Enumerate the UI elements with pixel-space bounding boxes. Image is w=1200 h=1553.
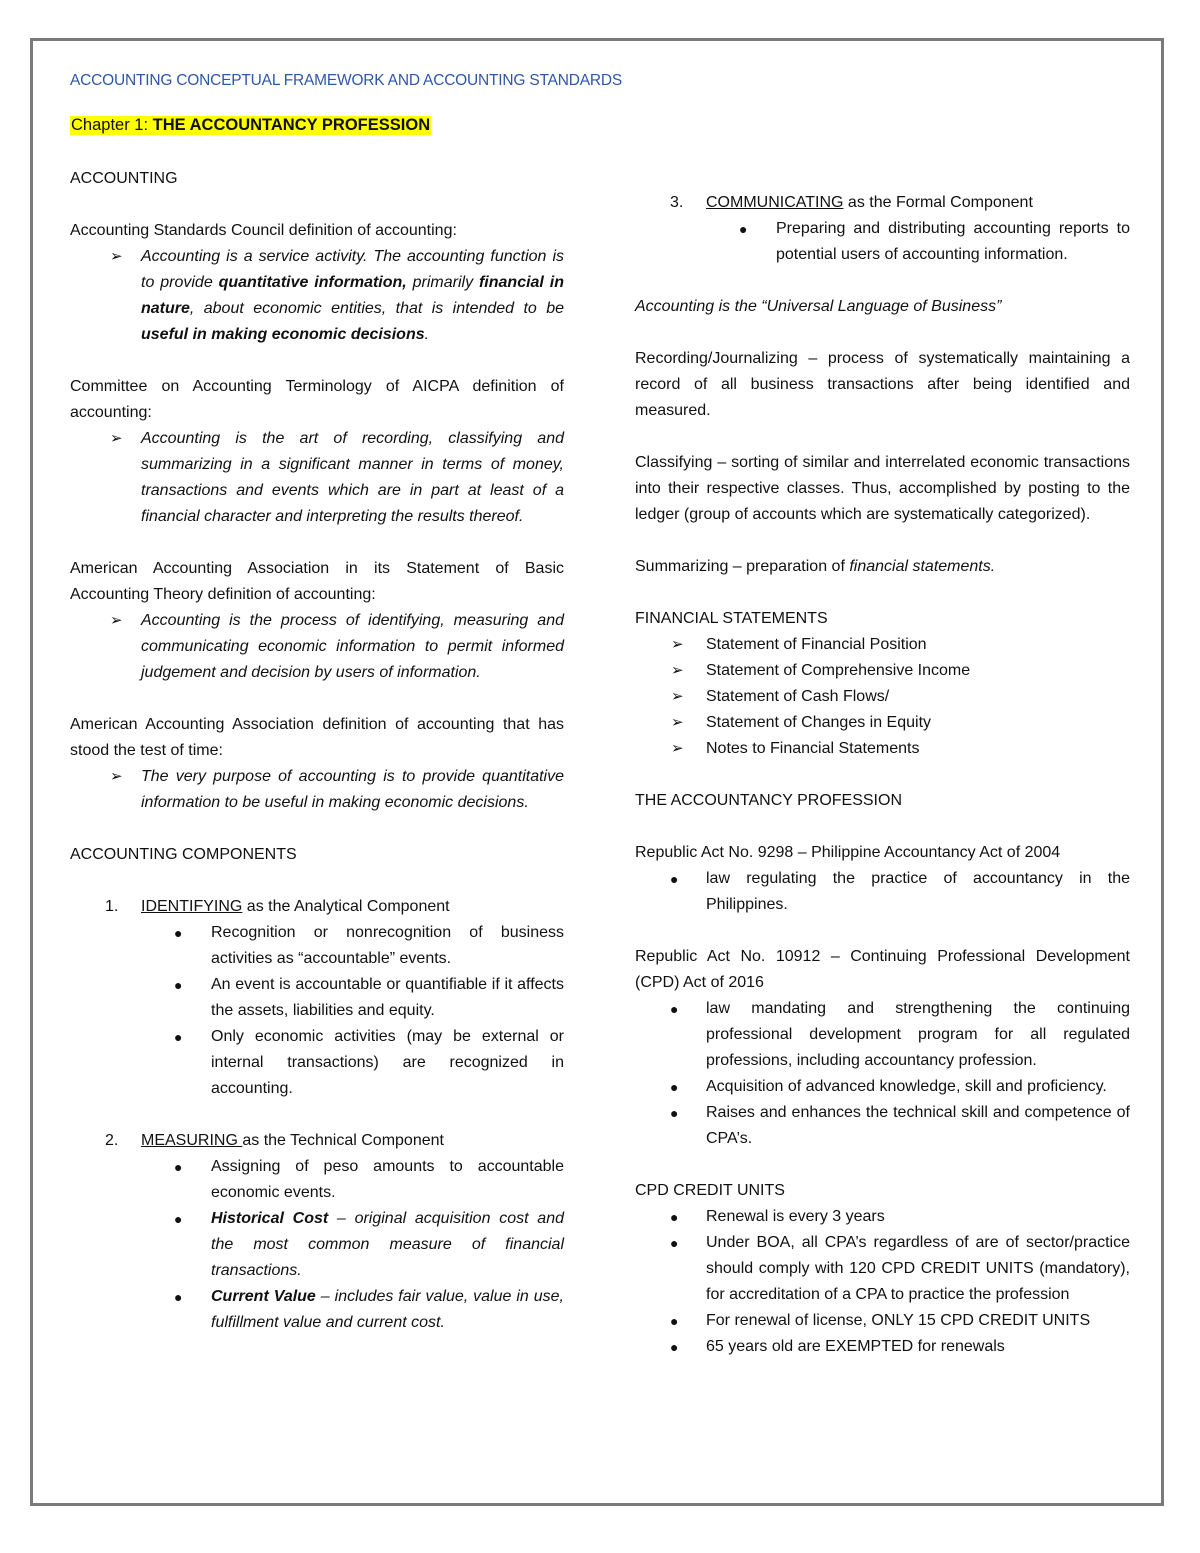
list-item: ● Current Value – includes fair value, value in use, fulfillment value and current cost. (70, 1284, 564, 1336)
list-item: ● 65 years old are EXEMPTED for renewals (635, 1334, 1130, 1360)
bullet-icon: ● (174, 1029, 183, 1045)
section-heading-cpd: CPD CREDIT UNITS (635, 1182, 785, 1199)
list-item: ➢ Statement of Changes in Equity (635, 710, 1130, 736)
ra10912-heading: Republic Act No. 10912 – Continuing Professional Development (CPD) Act of 2016 (635, 948, 1130, 991)
component-keyword: COMMUNICATING (706, 194, 844, 211)
asc-definition-heading: Accounting Standards Council definition of accounting: (70, 222, 457, 239)
asc-definition: ➢ Accounting is a service activity. The accounting function is to provide quantitative information, primarily financial in nature, about economic entities, that is intended to be useful in making economic decisions. (70, 244, 564, 348)
component-identifying: 1. IDENTIFYING as the Analytical Component (105, 898, 450, 915)
section-heading-accounting: ACCOUNTING (70, 170, 178, 187)
aaa-time-definition-heading: American Accounting Association definition of accounting that has stood the test of time: (70, 716, 564, 759)
arrow-bullet-icon: ➢ (671, 740, 684, 757)
bullet-icon: ● (670, 1313, 679, 1329)
list-item: ➢ Statement of Comprehensive Income (635, 658, 1130, 684)
classifying-definition: Classifying – sorting of similar and interrelated economic transactions into their respective classes. Thus, accomplished by posting to the ledger (group of accounts which are systematically categorized). (635, 454, 1130, 523)
aicpa-definition-heading: Committee on Accounting Terminology of AICPA definition of accounting: (70, 378, 564, 421)
universal-language-statement: Accounting is the “Universal Language of Business” (635, 298, 1002, 315)
bullet-icon: ● (670, 1079, 679, 1095)
chapter-heading (70, 116, 431, 135)
arrow-bullet-icon: ➢ (110, 768, 123, 785)
bullet-icon: ● (174, 1159, 183, 1175)
bullet-icon: ● (174, 925, 183, 941)
summarizing-definition: Summarizing – preparation of financial statements. (635, 558, 996, 575)
arrow-bullet-icon: ➢ (110, 248, 123, 265)
recording-definition: Recording/Journalizing – process of systematically maintaining a record of all business transactions after being identified and measured. (635, 350, 1130, 419)
arrow-bullet-icon: ➢ (671, 714, 684, 731)
list-item: ● Historical Cost – original acquisition cost and the most common measure of financial transactions. (70, 1206, 564, 1284)
list-item: ● Under BOA, all CPA’s regardless of are of sector/practice should comply with 120 CPD CREDIT UNITS (mandatory), for accreditation of a CPA to practice the profession (635, 1230, 1130, 1308)
list-item: ● Raises and enhances the technical skill and competence of CPA’s. (635, 1100, 1130, 1152)
list-item: ● Assigning of peso amounts to accountable economic events. (70, 1154, 564, 1206)
arrow-bullet-icon: ➢ (671, 662, 684, 679)
arrow-bullet-icon: ➢ (671, 688, 684, 705)
chapter-prefix: Chapter 1: (71, 116, 153, 134)
list-item: ➢ Notes to Financial Statements (635, 736, 1130, 762)
bullet-icon: ● (670, 871, 679, 887)
list-item: ➢ Statement of Cash Flows/ (635, 684, 1130, 710)
left-column (70, 166, 564, 1336)
right-column (635, 190, 1130, 1360)
bullet-icon: ● (670, 1235, 679, 1251)
list-item: ● Recognition or nonrecognition of business activities as “accountable” events. (70, 920, 564, 972)
arrow-bullet-icon: ➢ (110, 612, 123, 629)
list-item: ● An event is accountable or quantifiable if it affects the assets, liabilities and equity. (70, 972, 564, 1024)
aaa-theory-definition: ➢ Accounting is the process of identifying, measuring and communicating economic information to permit informed judgement and decision by users of information. (70, 608, 564, 686)
section-heading-financial-statements: FINANCIAL STATEMENTS (635, 610, 828, 627)
component-communicating: 3. COMMUNICATING as the Formal Component (670, 194, 1033, 211)
aaa-time-definition: ➢ The very purpose of accounting is to provide quantitative information to be useful in making economic decisions. (70, 764, 564, 816)
bullet-icon: ● (174, 1211, 183, 1227)
bullet-icon: ● (670, 1105, 679, 1121)
list-item: ● Acquisition of advanced knowledge, skill and proficiency. (635, 1074, 1130, 1100)
component-keyword: MEASURING (141, 1132, 243, 1149)
chapter-title: THE ACCOUNTANCY PROFESSION (152, 116, 431, 134)
list-item: ● Only economic activities (may be external or internal transactions) are recognized in accounting. (70, 1024, 564, 1102)
bullet-icon: ● (739, 221, 748, 237)
list-item: ● For renewal of license, ONLY 15 CPD CREDIT UNITS (635, 1308, 1130, 1334)
list-item: ● law mandating and strengthening the continuing professional development program for all regulated professions, including accountancy profession. (635, 996, 1130, 1074)
component-measuring: 2. MEASURING as the Technical Component (105, 1132, 444, 1149)
section-heading-components: ACCOUNTING COMPONENTS (70, 846, 297, 863)
component-keyword: IDENTIFYING (141, 898, 243, 915)
aaa-theory-definition-heading: American Accounting Association in its Statement of Basic Accounting Theory definition of accounting: (70, 560, 564, 603)
list-item: ● law regulating the practice of accountancy in the Philippines. (635, 866, 1130, 918)
arrow-bullet-icon: ➢ (671, 636, 684, 653)
document-title: ACCOUNTING CONCEPTUAL FRAMEWORK AND ACCOUNTING STANDARDS (70, 72, 623, 89)
list-item: ➢ Statement of Financial Position (635, 632, 1130, 658)
bullet-icon: ● (670, 1209, 679, 1225)
list-item: ● Preparing and distributing accounting reports to potential users of accounting information. (635, 216, 1130, 268)
bullet-icon: ● (670, 1339, 679, 1355)
list-item: ● Renewal is every 3 years (635, 1204, 1130, 1230)
aicpa-definition: ➢ Accounting is the art of recording, classifying and summarizing in a significant manner in terms of money, transactions and events which are in part at least of a financial character and interpreting the results thereof. (70, 426, 564, 530)
bullet-icon: ● (174, 1289, 183, 1305)
bullet-icon: ● (174, 977, 183, 993)
section-heading-profession: THE ACCOUNTANCY PROFESSION (635, 792, 902, 809)
bullet-icon: ● (670, 1001, 679, 1017)
ra9298-heading: Republic Act No. 9298 – Philippine Accountancy Act of 2004 (635, 844, 1061, 861)
arrow-bullet-icon: ➢ (110, 430, 123, 447)
